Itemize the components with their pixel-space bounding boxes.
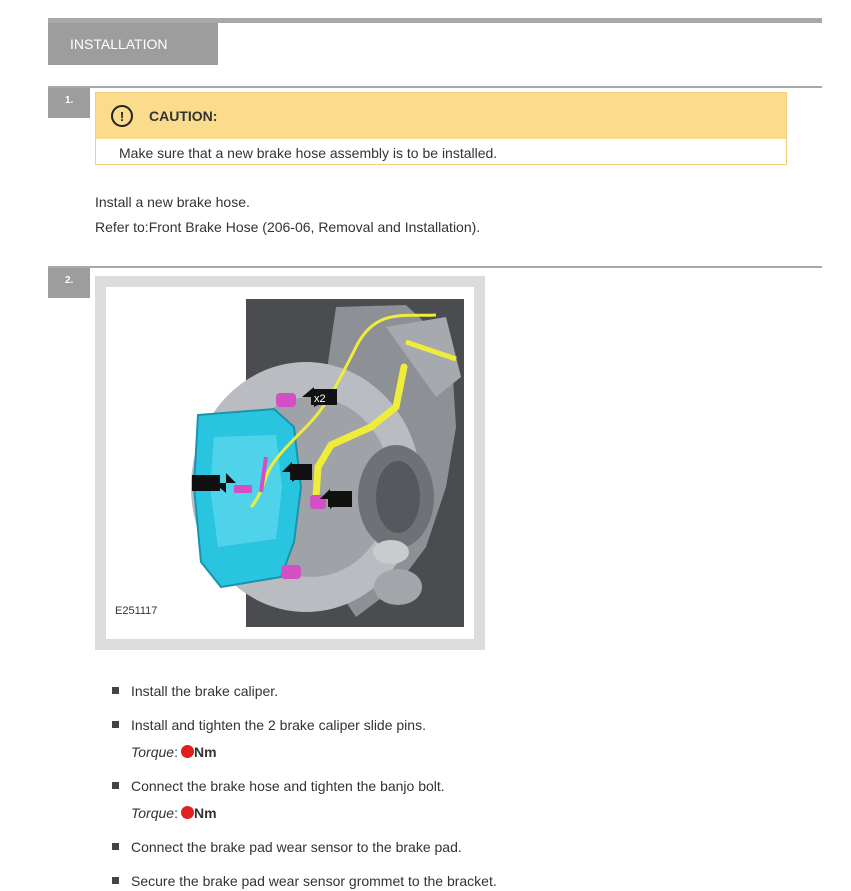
step-2-bullet-list (110, 683, 810, 889)
step-1-rule (48, 86, 822, 88)
caliper-illustration (106, 287, 474, 639)
upper-slide-pin (276, 393, 296, 407)
list-item: Install the brake caliper. (110, 683, 810, 699)
list-item: Connect the brake hose and tighten the banjo bolt. Torque: Nm (110, 778, 810, 821)
list-item: Connect the brake pad wear sensor to the brake pad. (110, 839, 810, 855)
caution-title: CAUTION: (149, 108, 218, 124)
redaction-mark (181, 806, 194, 819)
arrow-icon (328, 491, 352, 507)
figure-callout-label: x2 (314, 393, 326, 405)
redaction-mark (181, 745, 194, 758)
ball-joint (374, 569, 422, 605)
brake-caliper-figure (95, 276, 485, 650)
section-title: INSTALLATION (48, 23, 218, 65)
figure-id: E251117 (115, 605, 158, 617)
step-2-number: 2. (48, 268, 90, 298)
wear-sensor-grommet (234, 485, 252, 493)
torque-spec: Torque: Nm (131, 805, 217, 821)
list-item: Secure the brake pad wear sensor grommet to the bracket. (110, 873, 810, 889)
arrow-icon (290, 464, 312, 480)
caution-box (95, 92, 787, 165)
arrow-icon (192, 475, 220, 491)
step-2-rule (48, 266, 822, 268)
step-1-reference-link[interactable]: Refer to:Front Brake Hose (206-06, Removal and Installation). (95, 219, 481, 235)
caution-header (96, 93, 786, 139)
caution-text: Make sure that a new brake hose assembly is to be installed. (119, 145, 498, 161)
list-item: Install and tighten the 2 brake caliper slide pins. Torque: Nm (110, 717, 810, 760)
step-1-instruction: Install a new brake hose. (95, 194, 250, 210)
step-1-number: 1. (48, 88, 90, 118)
torque-spec: Torque: Nm (131, 744, 217, 760)
lower-slide-pin (281, 565, 301, 579)
figure-canvas (106, 287, 474, 639)
exclamation-circle-icon: ! (111, 105, 133, 127)
